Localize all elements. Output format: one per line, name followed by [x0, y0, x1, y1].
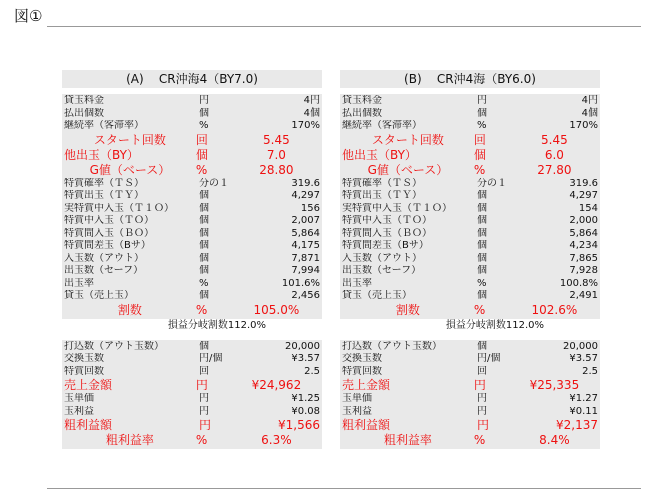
panel-a-breakeven: 損益分岐割数112.0%	[62, 319, 322, 333]
table-row	[62, 366, 322, 379]
table-row	[340, 253, 600, 266]
table-row	[62, 215, 322, 228]
table-row	[340, 353, 600, 366]
table-row	[340, 290, 600, 303]
row-unit: 個	[195, 147, 208, 162]
row-value: 4,175	[291, 240, 320, 251]
table-row	[340, 278, 600, 291]
row-unit: %	[477, 120, 487, 131]
row-value: 170%	[569, 120, 598, 131]
table-row	[62, 418, 322, 433]
table-row	[62, 228, 322, 241]
row-label: スタート回数	[93, 132, 166, 147]
row-unit: 円	[473, 378, 486, 392]
table-row	[340, 203, 600, 216]
row-value: 7,994	[291, 265, 320, 276]
table-row	[62, 148, 322, 163]
row-label: 粗利益率	[105, 433, 154, 447]
row-unit: 円	[477, 405, 487, 417]
table-row	[340, 393, 600, 406]
row-unit: 円	[195, 378, 208, 392]
row-label: 実特賞中入玉（Ｔ１Ｏ）	[342, 202, 452, 214]
row-label: G値（ベース）	[367, 162, 449, 177]
row-label: 交換玉数	[64, 353, 104, 364]
table-row	[340, 406, 600, 419]
row-value: 4個	[303, 107, 320, 119]
table-row	[340, 178, 600, 191]
row-value: 2,000	[569, 215, 598, 226]
row-unit: 個	[477, 202, 487, 214]
table-row	[62, 163, 322, 178]
row-unit: 円	[477, 393, 487, 404]
row-label: 特賞回数	[342, 365, 382, 377]
table-row	[62, 378, 322, 393]
row-unit: 個	[199, 227, 209, 239]
row-value: 2.5	[582, 365, 598, 377]
row-label: 玉利益	[342, 405, 372, 417]
row-unit: 個	[199, 190, 209, 201]
row-value: 7,871	[291, 252, 320, 264]
panel-b	[340, 70, 600, 449]
table-row	[62, 406, 322, 419]
table-row	[340, 265, 600, 278]
table-row	[62, 240, 322, 253]
row-unit: 円	[199, 393, 209, 404]
row-value: ¥25,335	[529, 378, 580, 392]
row-unit: 個	[473, 147, 486, 162]
row-unit: 個	[199, 107, 209, 119]
row-label: 特賞間入玉（ＢＯ）	[64, 227, 154, 239]
row-value: 20,000	[563, 340, 598, 352]
row-label: 出玉率	[342, 277, 372, 289]
table-row	[62, 265, 322, 278]
row-label: 他出玉（BY）	[64, 147, 139, 162]
table-row	[340, 120, 600, 133]
table-row	[340, 108, 600, 121]
row-value: 154	[578, 202, 598, 214]
figure-title: 図①	[14, 7, 43, 25]
row-label: 交換玉数	[342, 353, 382, 364]
row-unit: 個	[199, 252, 209, 264]
row-label: 打込数（アウト玉数）	[342, 340, 442, 352]
row-value: 2.5	[304, 365, 320, 377]
row-label: 貸玉料金	[342, 95, 382, 106]
row-label: 特賞間差玉（Bサ）	[64, 240, 151, 251]
row-label: 売上金額	[64, 378, 113, 392]
table-row	[340, 378, 600, 393]
row-label: 貸玉（売上玉）	[342, 290, 412, 301]
row-value: 4,297	[291, 190, 320, 201]
row-unit: 個	[477, 265, 487, 276]
row-value: 101.6%	[281, 277, 320, 289]
row-value: 105.0%	[253, 302, 300, 317]
table-row	[340, 341, 600, 354]
row-label: 特賞出玉（ＴＹ）	[342, 190, 422, 201]
row-label: スタート回数	[371, 132, 444, 147]
row-value: ¥1.25	[291, 393, 320, 404]
row-value: 2,007	[291, 215, 320, 226]
table-row	[62, 393, 322, 406]
row-label: 特賞中入玉（ＴＯ）	[342, 215, 432, 226]
row-label: 払出個数	[342, 107, 382, 119]
row-label: 粗利益額	[342, 418, 391, 432]
row-unit: 円	[199, 95, 209, 106]
table-row	[340, 95, 600, 108]
row-value: 4円	[303, 95, 320, 106]
row-value: 6.0	[544, 147, 564, 162]
row-unit: %	[195, 433, 208, 447]
row-unit: 円	[199, 418, 212, 432]
row-label: 貸玉（売上玉）	[64, 290, 134, 301]
row-unit: 個	[199, 202, 209, 214]
row-label: 割数	[395, 302, 420, 317]
table-row	[62, 341, 322, 354]
row-label: 実特賞中入玉（Ｔ１Ｏ）	[64, 202, 174, 214]
row-label: 粗利益額	[64, 418, 113, 432]
row-label: 出玉数（セーフ）	[64, 265, 144, 276]
panel-a-profit-table	[62, 340, 322, 450]
row-label: 出玉数（セーフ）	[342, 265, 422, 276]
row-value: ¥3.57	[291, 353, 320, 364]
row-label: 特賞回数	[64, 365, 104, 377]
table-row	[62, 353, 322, 366]
table-row	[62, 95, 322, 108]
row-value: 319.6	[569, 177, 598, 189]
row-value: ¥2,137	[556, 418, 598, 432]
row-unit: 個	[199, 215, 209, 226]
row-unit: %	[473, 433, 486, 447]
row-value: 5,864	[569, 227, 598, 239]
row-unit: %	[195, 302, 208, 317]
row-label: 特賞確率（ＴＳ）	[342, 177, 422, 189]
row-value: ¥0.08	[291, 405, 320, 417]
row-value: 170%	[291, 120, 320, 131]
row-value: 28.80	[259, 162, 294, 177]
row-label: 玉利益	[64, 405, 94, 417]
table-row	[340, 163, 600, 178]
table-row	[340, 228, 600, 241]
row-label: 打込数（アウト玉数）	[64, 340, 164, 352]
row-unit: 円	[477, 418, 490, 432]
row-value: 7,865	[569, 252, 598, 264]
row-value: 156	[300, 202, 320, 214]
row-value: ¥24,962	[251, 378, 302, 392]
table-row	[62, 190, 322, 203]
panel-b-breakeven: 損益分岐割数112.0%	[340, 319, 600, 333]
row-unit: %	[199, 120, 209, 131]
row-value: 2,491	[569, 290, 598, 301]
panel-b-header: (B) CR沖4海（BY6.0)	[340, 70, 600, 88]
row-unit: %	[473, 162, 486, 177]
top-divider	[47, 26, 641, 27]
table-row	[340, 418, 600, 433]
row-label: 玉単価	[342, 393, 372, 404]
row-value: 4,297	[569, 190, 598, 201]
row-label: 出玉率	[64, 277, 94, 289]
row-value: 5.45	[541, 132, 568, 147]
row-unit: 個	[477, 227, 487, 239]
table-row	[62, 120, 322, 133]
row-label: 割数	[117, 302, 142, 317]
row-value: ¥1.27	[569, 393, 598, 404]
row-label: 玉単価	[64, 393, 94, 404]
row-value: 2,456	[291, 290, 320, 301]
row-label: 入玉数（アウト）	[342, 252, 422, 264]
row-unit: 分の１	[477, 177, 507, 189]
row-label: 継続率（客滞率）	[342, 120, 422, 131]
row-value: 4,234	[569, 240, 598, 251]
table-row	[62, 133, 322, 148]
row-unit: %	[473, 302, 486, 317]
row-label: 売上金額	[342, 378, 391, 392]
row-unit: 分の１	[199, 177, 229, 189]
row-value: 7,928	[569, 265, 598, 276]
row-unit: 円	[199, 405, 209, 417]
table-row	[340, 240, 600, 253]
table-row	[62, 433, 322, 448]
row-label: 貸玉料金	[64, 95, 104, 106]
row-label: 特賞間入玉（ＢＯ）	[342, 227, 432, 239]
panel-a-main-table	[62, 94, 322, 319]
row-value: 319.6	[291, 177, 320, 189]
row-label: 入玉数（アウト）	[64, 252, 144, 264]
row-value: 4円	[581, 95, 598, 106]
row-unit: 個	[477, 290, 487, 301]
row-value: ¥0.11	[569, 405, 598, 417]
row-value: 5.45	[263, 132, 290, 147]
row-unit: 個	[199, 340, 209, 352]
row-unit: 回	[473, 132, 486, 147]
row-unit: 回	[195, 132, 208, 147]
row-unit: 円	[477, 95, 487, 106]
row-unit: 個	[477, 215, 487, 226]
row-label: 特賞中入玉（ＴＯ）	[64, 215, 154, 226]
table-row	[62, 203, 322, 216]
row-value: 6.3%	[261, 433, 292, 447]
panel-a	[62, 70, 322, 449]
row-unit: 個	[477, 340, 487, 352]
row-unit: 個	[477, 252, 487, 264]
table-row	[62, 278, 322, 291]
table-row	[62, 178, 322, 191]
row-label: 粗利益率	[383, 433, 432, 447]
row-unit: 個	[477, 107, 487, 119]
row-unit: 個	[199, 240, 209, 251]
row-value: 27.80	[537, 162, 572, 177]
row-unit: 回	[199, 365, 209, 377]
table-row	[340, 190, 600, 203]
row-value: 4個	[581, 107, 598, 119]
row-unit: 円/個	[477, 353, 501, 364]
row-label: 払出個数	[64, 107, 104, 119]
table-row	[340, 148, 600, 163]
table-row	[62, 290, 322, 303]
row-unit: 回	[477, 365, 487, 377]
row-unit: %	[199, 277, 209, 289]
row-label: 他出玉（BY）	[342, 147, 417, 162]
row-value: 102.6%	[531, 302, 578, 317]
row-unit: %	[195, 162, 208, 177]
table-row	[62, 108, 322, 121]
row-label: 特賞確率（ＴＳ）	[64, 177, 144, 189]
panel-b-main-table	[340, 94, 600, 319]
table-row	[340, 303, 600, 318]
row-unit: 個	[477, 190, 487, 201]
row-value: ¥1,566	[278, 418, 320, 432]
row-unit: 個	[199, 265, 209, 276]
bottom-divider	[47, 488, 641, 489]
table-row	[340, 133, 600, 148]
row-value: 100.8%	[559, 277, 598, 289]
row-value: 8.4%	[539, 433, 570, 447]
row-label: 特賞出玉（ＴＹ）	[64, 190, 144, 201]
table-row	[62, 253, 322, 266]
row-value: 20,000	[285, 340, 320, 352]
table-row	[340, 433, 600, 448]
row-label: 特賞間差玉（Bサ）	[342, 240, 429, 251]
table-row	[340, 366, 600, 379]
row-unit: %	[477, 277, 487, 289]
row-unit: 個	[477, 240, 487, 251]
row-unit: 円/個	[199, 353, 223, 364]
panel-b-profit-table	[340, 340, 600, 450]
row-value: 5,864	[291, 227, 320, 239]
row-value: ¥3.57	[569, 353, 598, 364]
table-row	[62, 303, 322, 318]
row-unit: 個	[199, 290, 209, 301]
table-row	[340, 215, 600, 228]
row-label: G値（ベース）	[89, 162, 171, 177]
panel-a-header: (A) CR沖海4（BY7.0)	[62, 70, 322, 88]
row-value: 7.0	[266, 147, 286, 162]
row-label: 継続率（客滞率）	[64, 120, 144, 131]
